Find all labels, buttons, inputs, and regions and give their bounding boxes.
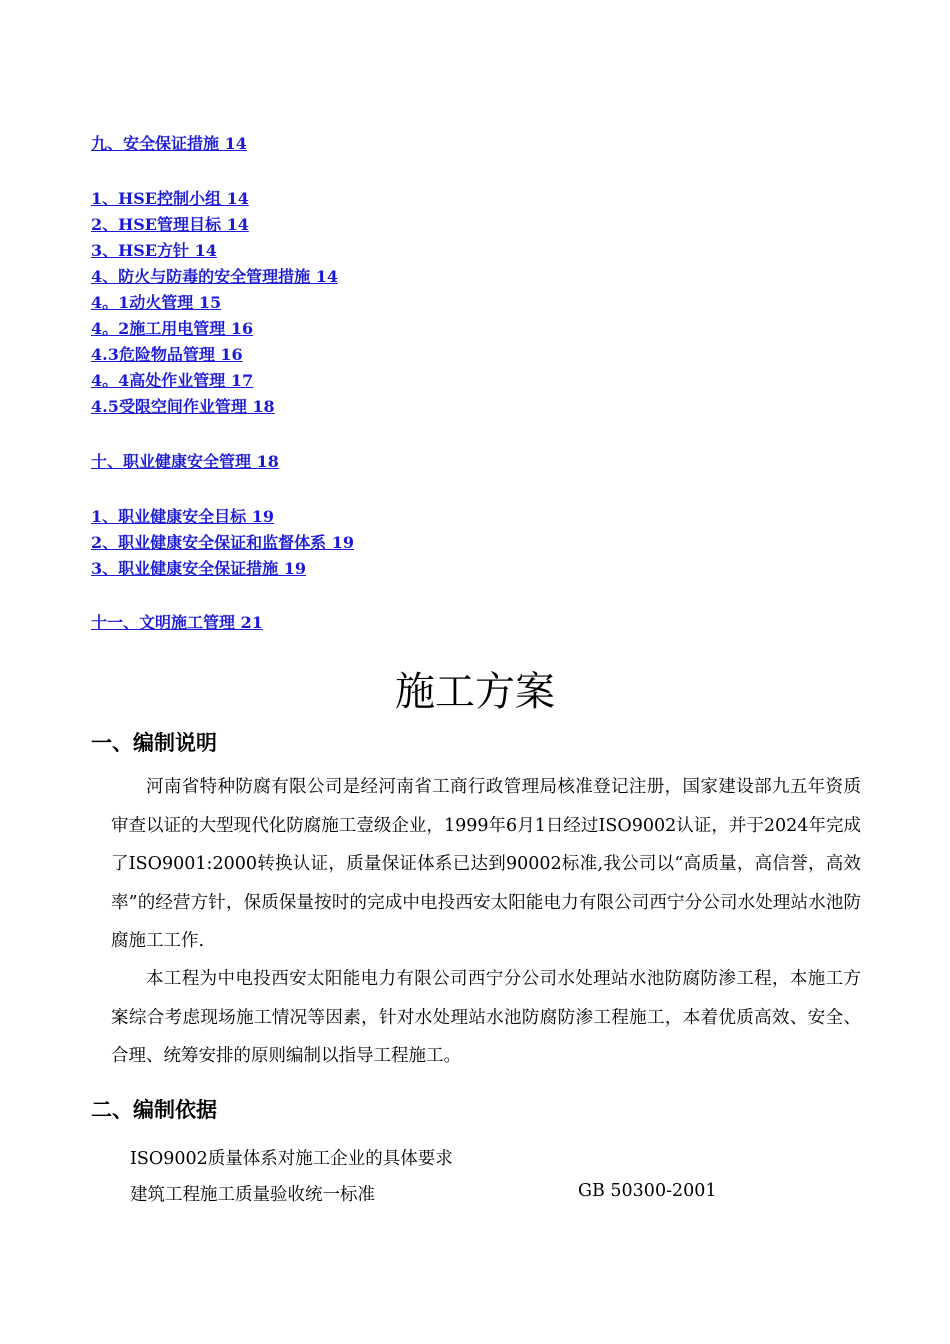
basis-item-2-code: GB 50300-2001 <box>578 1181 717 1201</box>
toc-link-9-4-5[interactable]: 4.5受限空间作业管理 18 <box>91 397 275 416</box>
toc-link-9-4-4[interactable]: 4。4高处作业管理 17 <box>91 371 254 390</box>
section-1-paragraph-2: 本工程为中电投西安太阳能电力有限公司西宁分公司水处理站水池防腐防渗工程，本施工方案综合考虑现场施工情况等因素，针对水处理站水池防腐防渗工程施工，本着优质高效、安全、合理、统筹安排的原则编制以指导工程施工。 <box>111 969 861 1066</box>
toc-link-9-2[interactable]: 2、HSE管理目标 14 <box>91 215 249 234</box>
toc-link-section-11[interactable]: 十一、文明施工管理 21 <box>91 613 263 632</box>
toc-link-9-4-2[interactable]: 4。2施工用电管理 16 <box>91 319 254 338</box>
toc-link-section-10[interactable]: 十、职业健康安全管理 18 <box>91 452 279 471</box>
document-title: 施工方案 <box>395 669 555 715</box>
toc-link-section-9[interactable]: 九、安全保证措施 14 <box>91 134 247 153</box>
section-1-paragraph-1: 河南省特种防腐有限公司是经河南省工商行政管理局核准登记注册，国家建设部九五年资质审查以证的大型现代化防腐施工壹级企业，1999年6月1日经过ISO9002认证，并于2024年完成了ISO9001:2000转换认证，质量保证体系已达到90002标准,我公司以“高质量，高信誉，高效率”的经营方针，保质保量按时的完成中电投西安太阳能电力有限公司西宁分公司水处理站水池防腐施工工作. <box>111 777 861 951</box>
toc-link-10-3[interactable]: 3、职业健康安全保证措施 19 <box>91 559 306 578</box>
section-heading-1: 一、编制说明 <box>91 731 217 755</box>
section-heading-2: 二、编制依据 <box>91 1098 217 1122</box>
toc-link-9-4-3[interactable]: 4.3危险物品管理 16 <box>91 345 243 364</box>
toc-link-10-2[interactable]: 2、职业健康安全保证和监督体系 19 <box>91 533 354 552</box>
toc-link-9-4-1[interactable]: 4。1动火管理 15 <box>91 293 222 312</box>
toc-link-9-4[interactable]: 4、防火与防毒的安全管理措施 14 <box>91 267 338 286</box>
toc-link-10-1[interactable]: 1、职业健康安全目标 19 <box>91 507 274 526</box>
toc-link-9-3[interactable]: 3、HSE方针 14 <box>91 241 217 260</box>
basis-item-2: 建筑工程施工质量验收统一标准 <box>130 1185 375 1205</box>
basis-item-1: ISO9002质量体系对施工企业的具体要求 <box>130 1149 453 1169</box>
toc-link-9-1[interactable]: 1、HSE控制小组 14 <box>91 189 249 208</box>
